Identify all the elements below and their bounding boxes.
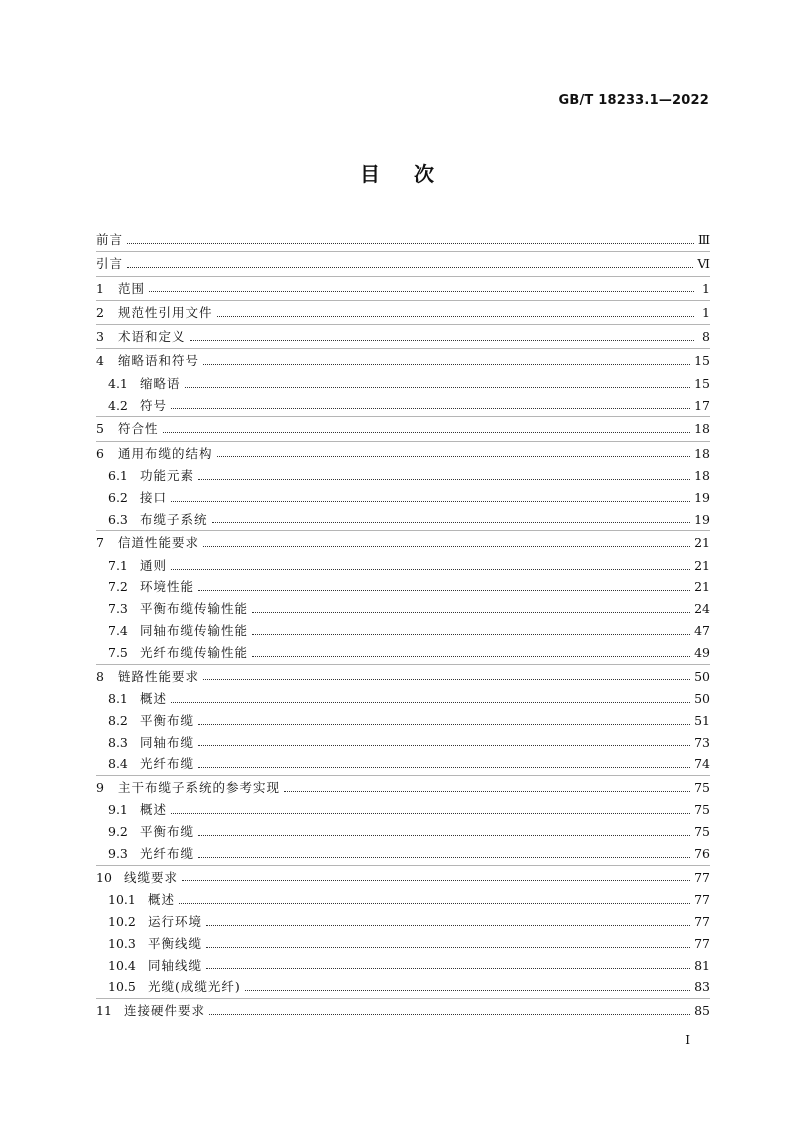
toc-entry-page: 73 [694,734,710,750]
toc-entry-number: 9.3 [108,846,128,862]
toc-entry-number: 8.4 [108,756,128,772]
dot-leader [252,611,690,613]
toc-entry[interactable] [96,277,710,300]
dot-leader [209,1013,690,1015]
toc-entry-page: 75 [694,780,710,796]
table-of-contents [96,228,710,1022]
toc-entry[interactable] [96,531,710,554]
toc-entry-label: 连接硬件要求 [124,1003,206,1019]
toc-subentry[interactable] [96,710,710,732]
toc-entry-label: 平衡布缆 [140,824,195,840]
dot-leader [212,521,691,523]
toc-entry-label: 光纤布缆传输性能 [140,644,249,660]
toc-entry-label: 引言 [96,256,124,272]
toc-entry-label: 符合性 [118,421,159,437]
toc-entry-number: 10.4 [108,957,136,973]
toc-entry-label: 光纤布缆 [140,756,195,772]
toc-entry[interactable] [96,417,710,440]
toc-subentry[interactable] [96,843,710,865]
dot-leader [198,856,690,858]
toc-subentry[interactable] [96,509,710,531]
toc-entry-number: 9.2 [108,824,128,840]
toc-entry-label: 同轴布缆 [140,734,195,750]
toc-entry-label: 范围 [118,280,146,296]
dot-leader [198,766,690,768]
toc-entry[interactable] [96,999,710,1022]
toc-entry-label: 线缆要求 [124,869,179,885]
dot-leader [284,790,690,792]
dot-leader [179,902,690,904]
toc-subentry[interactable] [96,555,710,577]
toc-subentry[interactable] [96,598,710,620]
dot-leader [171,500,690,502]
toc-entry-number: 10.3 [108,935,136,951]
toc-entry-page: 49 [694,644,710,660]
dot-leader [252,655,690,657]
toc-entry[interactable] [96,301,710,324]
toc-entry-page: Ⅲ [697,232,710,247]
dot-leader [185,386,691,388]
toc-entry-number: 8 [96,668,104,684]
toc-entry-label: 平衡线缆 [148,935,203,951]
toc-subentry[interactable] [96,753,710,775]
toc-entry-label: 运行环境 [148,913,203,929]
toc-entry-label: 通用布缆的结构 [118,445,213,461]
toc-entry-label: 平衡布缆 [140,712,195,728]
dot-leader [252,633,690,635]
page-number: I [685,1033,690,1047]
toc-entry-number: 7.3 [108,601,128,617]
toc-entry-label: 功能元素 [140,467,195,483]
toc-entry-number: 4 [96,353,104,369]
toc-entry-page: 15 [694,353,710,369]
toc-entry-page: 77 [694,935,710,951]
toc-entry-number: 7.4 [108,623,128,639]
toc-entry-label: 通则 [140,557,168,573]
dot-leader [203,545,690,547]
toc-entry-number: 4.2 [108,397,128,413]
toc-entry-page: 21 [694,535,710,551]
toc-entry-page: 74 [694,756,710,772]
dot-leader [127,242,694,244]
toc-entry-number: 3 [96,329,104,345]
toc-entry-page: 19 [694,489,710,505]
toc-entry-page: 21 [694,579,710,595]
dot-leader [203,678,690,680]
toc-entry-number: 5 [96,421,104,437]
toc-entry-label: 接口 [140,489,168,505]
toc-entry-page: 50 [694,668,710,684]
toc-subentry[interactable] [96,889,710,911]
toc-entry-label: 规范性引用文件 [118,304,213,320]
dot-leader [198,589,690,591]
dot-leader [198,744,690,746]
toc-entry-number: 9 [96,780,104,796]
toc-entry-label: 布缆子系统 [140,511,208,527]
toc-entry-page: 77 [694,892,710,908]
toc-entry-label: 概述 [140,690,168,706]
toc-entry-number: 9.1 [108,802,128,818]
toc-subentry[interactable] [96,688,710,710]
toc-subentry[interactable] [96,576,710,598]
toc-entry-number: 6.1 [108,467,128,483]
toc-subentry[interactable] [96,395,710,417]
standard-number: GB/T 18233.1—2022 [558,93,709,108]
dot-leader [190,339,694,341]
dot-leader [217,455,691,457]
toc-entry-page: 19 [694,511,710,527]
dot-leader [198,478,690,480]
toc-entry-page: 50 [694,690,710,706]
toc-entry[interactable] [96,776,710,799]
toc-entry-number: 6.2 [108,489,128,505]
toc-subentry[interactable] [96,933,710,955]
toc-entry-label: 信道性能要求 [118,535,200,551]
toc-entry-label: 前言 [96,232,124,247]
toc-entry[interactable] [96,442,710,465]
dot-leader [245,989,690,991]
toc-entry-page: 18 [694,421,710,437]
toc-subentry[interactable] [96,487,710,509]
toc-entry-label: 概述 [148,892,176,908]
toc-entry-page: Ⅵ [697,256,710,272]
toc-entry[interactable] [96,665,710,688]
toc-entry-label: 同轴布缆传输性能 [140,623,249,639]
toc-entry-number: 10 [96,869,112,885]
toc-entry-label: 光缆(成缆光纤) [148,979,241,995]
toc-entry-label: 主干布缆子系统的参考实现 [118,780,281,796]
dot-leader [206,924,690,926]
dot-leader [203,363,690,365]
toc-entry-number: 10.2 [108,913,136,929]
toc-entry-page: 21 [694,557,710,573]
toc-entry-page: 1 [702,304,710,320]
dot-leader [171,812,690,814]
toc-entry[interactable] [96,252,710,275]
toc-entry-number: 2 [96,304,104,320]
toc-entry-number: 7.5 [108,644,128,660]
toc-entry-label: 平衡布缆传输性能 [140,601,249,617]
toc-entry-page: 75 [694,824,710,840]
dot-leader [149,290,694,292]
toc-entry-page: 77 [694,913,710,929]
page-title: 目次 [360,162,468,186]
toc-entry-number: 8.3 [108,734,128,750]
toc-entry-number: 8.2 [108,712,128,728]
toc-entry-number: 1 [96,280,104,296]
toc-entry-page: 15 [694,375,710,391]
dot-leader [171,568,690,570]
toc-entry-page: 17 [694,397,710,413]
toc-entry-number: 10.5 [108,979,136,995]
toc-entry-label: 链路性能要求 [118,668,200,684]
toc-entry-page: 81 [694,957,710,973]
toc-entry[interactable] [96,866,710,889]
toc-entry-label: 同轴线缆 [148,957,203,973]
toc-entry-page: 1 [702,280,710,296]
toc-subentry[interactable] [96,911,710,933]
toc-entry-number: 11 [96,1003,112,1019]
toc-entry-page: 83 [694,979,710,995]
dot-leader [198,834,690,836]
toc-entry[interactable] [96,349,710,372]
toc-entry[interactable] [96,228,710,251]
toc-entry-number: 6 [96,445,104,461]
dot-leader [171,701,690,703]
dot-leader [217,315,694,317]
toc-entry-number: 6.3 [108,511,128,527]
dot-leader [127,266,693,268]
dot-leader [171,407,690,409]
dot-leader [206,967,690,969]
toc-entry-number: 10.1 [108,892,136,908]
toc-subentry[interactable] [96,799,710,821]
toc-entry-page: 77 [694,869,710,885]
toc-entry-page: 8 [702,329,710,345]
dot-leader [163,431,691,433]
toc-entry-label: 术语和定义 [118,329,186,345]
toc-entry-page: 18 [694,445,710,461]
toc-entry-number: 4.1 [108,375,128,391]
toc-entry-page: 85 [694,1003,710,1019]
toc-subentry[interactable] [96,373,710,395]
toc-entry-page: 75 [694,802,710,818]
toc-entry-label: 符号 [140,397,168,413]
toc-subentry[interactable] [96,976,710,998]
toc-entry-page: 24 [694,601,710,617]
toc-subentry[interactable] [96,620,710,642]
toc-subentry[interactable] [96,465,710,487]
toc-entry-page: 76 [694,846,710,862]
toc-entry-label: 缩略语 [140,375,181,391]
toc-subentry[interactable] [96,821,710,843]
toc-entry-label: 环境性能 [140,579,195,595]
toc-subentry[interactable] [96,955,710,977]
toc-entry-page: 47 [694,623,710,639]
toc-entry[interactable] [96,325,710,348]
toc-entry-page: 51 [694,712,710,728]
dot-leader [182,879,690,881]
toc-subentry[interactable] [96,642,710,664]
toc-entry-label: 缩略语和符号 [118,353,200,369]
toc-entry-number: 7.2 [108,579,128,595]
toc-subentry[interactable] [96,732,710,754]
toc-entry-number: 7 [96,535,104,551]
dot-leader [198,723,690,725]
toc-entry-label: 概述 [140,802,168,818]
toc-entry-label: 光纤布缆 [140,846,195,862]
toc-entry-number: 7.1 [108,557,128,573]
toc-entry-number: 8.1 [108,690,128,706]
dot-leader [206,946,690,948]
toc-entry-page: 18 [694,467,710,483]
